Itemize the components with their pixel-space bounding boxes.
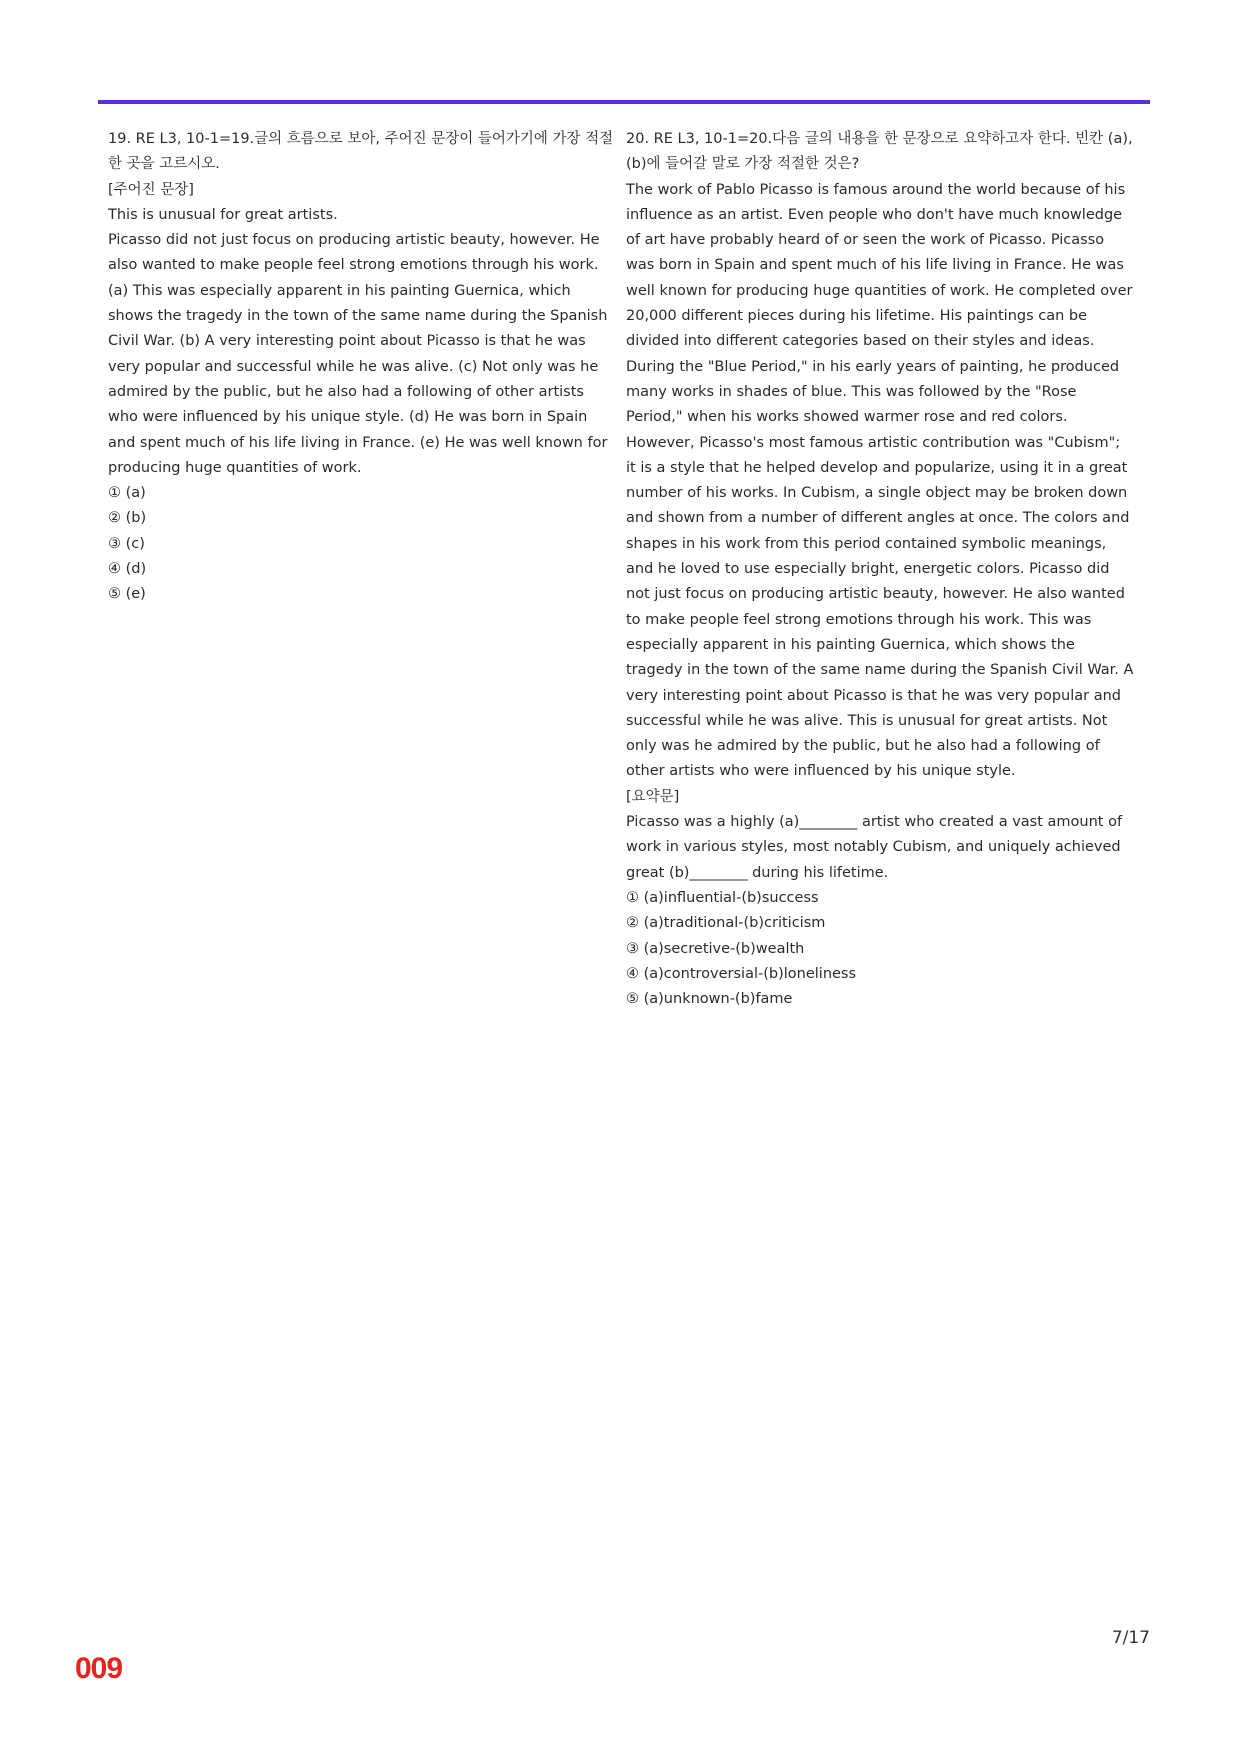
question-19-title: 19. RE L3, 10-1=19.글의 흐름으로 보아, 주어진 문장이 들어가기에 가장 적절한 곳을 고르시오. xyxy=(108,131,614,173)
summary-label: [요약문] xyxy=(626,788,680,805)
choice-3[interactable]: ③ (a)secretive-(b)wealth xyxy=(626,940,805,957)
choice-4[interactable]: ④ (a)controversial-(b)loneliness xyxy=(626,965,857,982)
question-19-choices xyxy=(108,481,614,607)
given-sentence-label: [주어진 문장] xyxy=(108,181,194,198)
question-19 xyxy=(108,127,614,608)
question-19-passage: Picasso did not just focus on producing artistic beauty, however. He also wanted to make people feel strong emotions through his work. (a) This was especially apparent in his painting Guernica, which shows the tragedy in the town of the same name during the Spanish Civil War. (b) A very interesting point about Picasso is that he was very popular and successful while he was alive. (c) Not only was he admired by the public, but he also had a following of other artists who were influenced by his unique style. (d) He was born in Spain and spent much of his life living in France. (e) He was well known for producing huge quantities of work. xyxy=(108,232,608,476)
choice-5[interactable]: ⑤ (e) xyxy=(108,586,146,603)
question-20-title: 20. RE L3, 10-1=20.다음 글의 내용을 한 문장으로 요약하고자 한다. 빈칸 (a), (b)에 들어갈 말로 가장 적절한 것은? xyxy=(626,131,1133,173)
header-rule xyxy=(98,100,1150,104)
question-20-choices xyxy=(626,886,1134,1012)
choice-1[interactable]: ① (a) xyxy=(108,485,146,502)
question-20-passage: The work of Pablo Picasso is famous around the world because of his influence as an artist. Even people who don't have much knowledge of art have probably heard of or seen the work of Picasso. Picasso was born in Spain and spent much of his life living in France. He was well known for producing huge quantities of work. He completed over 20,000 different pieces during his lifetime. His paintings can be divided into different categories based on their styles and ideas. During the "Blue Period," in his early years of painting, he produced many works in shades of blue. This was followed by the "Rose Period," when his works showed warmer rose and red colors. However, Picasso's most famous artistic contribution was "Cubism"; it is a style that he helped develop and popularize, using it in a great number of his works. In Cubism, a single object may be broken down and shown from a number of different angles at once. The colors and shapes in his work from this period contained symbolic meanings, and he loved to use especially bright, energetic colors. Picasso did not just focus on producing artistic beauty, however. He also wanted to make people feel strong emotions through his work. This was especially apparent in his painting Guernica, which shows the tragedy in the town of the same name during the Spanish Civil War. A very interesting point about Picasso is that he was very popular and successful while he was alive. This is unusual for great artists. Not only was he admired by the public, but he also had a following of other artists who were influenced by his unique style. xyxy=(626,181,1134,780)
given-sentence: This is unusual for great artists. xyxy=(108,206,338,223)
summary-sentence: Picasso was a highly (a)________ artist who created a vast amount of work in various styles, most notably Cubism, and uniquely achieved great (b)________ during his lifetime. xyxy=(626,814,1123,881)
choice-3[interactable]: ③ (c) xyxy=(108,535,145,552)
choice-5[interactable]: ⑤ (a)unknown-(b)fame xyxy=(626,991,793,1008)
choice-2[interactable]: ② (b) xyxy=(108,510,147,527)
choice-2[interactable]: ② (a)traditional-(b)criticism xyxy=(626,915,826,932)
question-20 xyxy=(626,127,1134,1012)
page-number: 7/17 xyxy=(1111,1628,1150,1648)
choice-1[interactable]: ① (a)influential-(b)success xyxy=(626,889,819,906)
document-code: 009 xyxy=(75,1652,123,1685)
choice-4[interactable]: ④ (d) xyxy=(108,561,147,578)
